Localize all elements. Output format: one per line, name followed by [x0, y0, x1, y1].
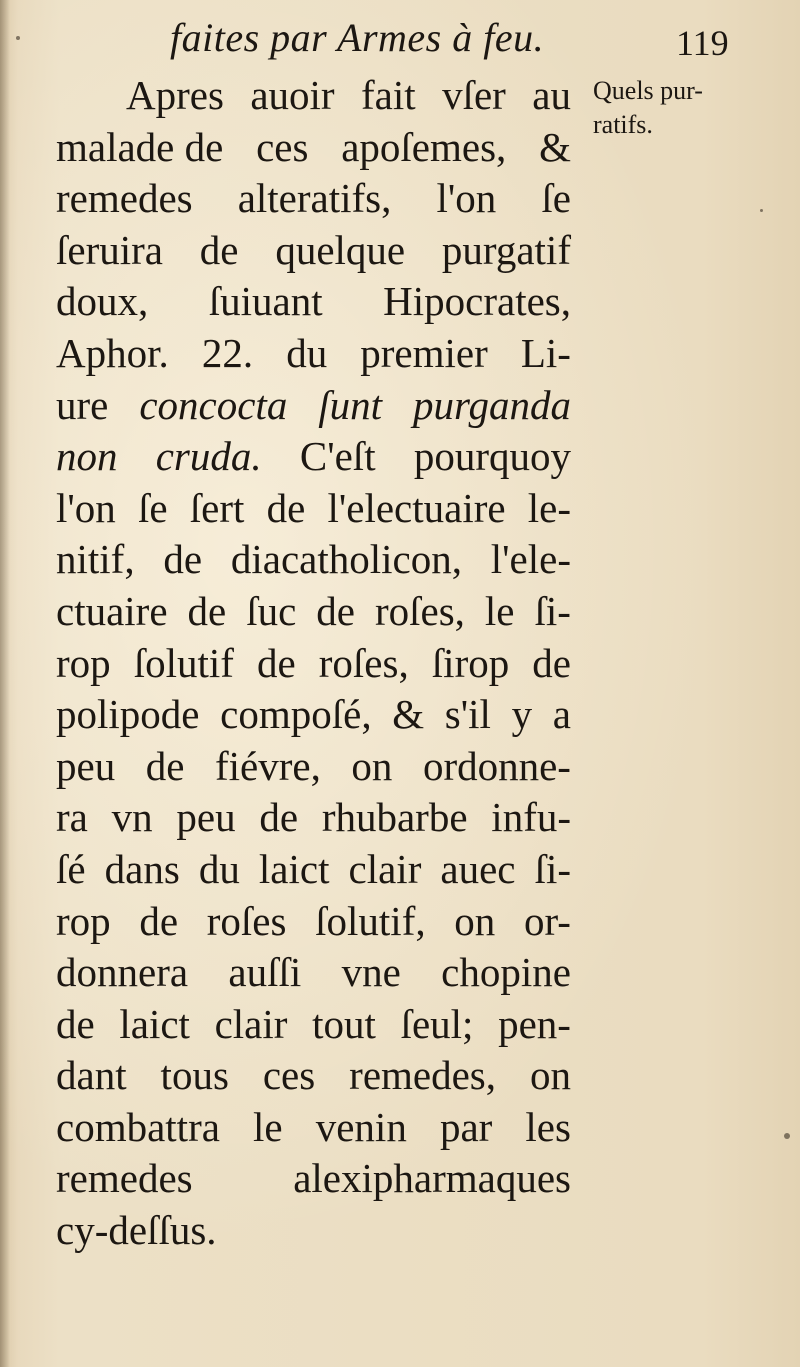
word: premier [360, 329, 488, 376]
word: les [525, 1103, 571, 1150]
word: roſes, [318, 639, 409, 686]
running-title: faites par Armes à feu. [170, 15, 545, 60]
word: diacatholicon, [230, 536, 462, 583]
word: combattra [56, 1103, 220, 1150]
word: auoir [250, 72, 335, 118]
word: rop [56, 639, 111, 686]
word: pen- [498, 1000, 571, 1047]
word: remedes [56, 1155, 193, 1202]
word: y [511, 691, 533, 738]
word: clair [214, 1000, 288, 1047]
margin-note-line: Quels pur- [593, 76, 703, 105]
word: de [163, 536, 203, 583]
word: alexipharmaques [293, 1155, 571, 1202]
word: tous [160, 1052, 229, 1099]
word: & [539, 123, 571, 170]
text-line [56, 947, 571, 999]
text-line [56, 1153, 571, 1205]
word: peu [56, 742, 116, 789]
page-gutter-shadow [0, 0, 10, 1367]
text-line [56, 999, 571, 1051]
word: & [392, 691, 425, 738]
text-line [56, 638, 571, 690]
text-line [56, 483, 571, 535]
text-line [56, 173, 571, 225]
word: dans [104, 845, 180, 892]
word: apoſemes, [341, 123, 507, 170]
word: ſe [541, 175, 571, 222]
word: de [316, 587, 355, 634]
word: remedes [56, 175, 193, 222]
word: du [286, 329, 328, 376]
text-line [56, 1102, 571, 1154]
word: rop [56, 897, 111, 944]
text-line [56, 844, 571, 896]
ink-speck [760, 209, 763, 212]
word: de [199, 226, 239, 273]
word: du [198, 845, 240, 892]
word: malade de [56, 123, 224, 170]
word: ſuc [246, 587, 297, 634]
word: par [439, 1103, 493, 1150]
word: ra [56, 794, 88, 841]
word: l'on [56, 484, 116, 531]
word: a [552, 691, 571, 738]
word: nitif, [56, 536, 135, 583]
word: or- [523, 897, 571, 944]
italic-word: ſunt [318, 381, 383, 428]
text-line [56, 276, 571, 328]
margin-note-line: ratifs. [593, 110, 653, 139]
word: on [529, 1052, 571, 1099]
word: ſolutif, [315, 897, 426, 944]
word: dant [56, 1052, 127, 1099]
text-line [56, 431, 571, 483]
word: peu [176, 794, 236, 841]
word: venin [315, 1103, 407, 1150]
word: laict [258, 845, 330, 892]
word: ſolutif [133, 639, 234, 686]
word: infu- [491, 794, 571, 841]
word: 22. [201, 329, 254, 376]
word: roſes [206, 897, 287, 944]
word: le [484, 587, 515, 634]
word: ure [56, 381, 109, 428]
italic-word: purganda [413, 381, 571, 428]
text-line [56, 328, 571, 380]
word: de [145, 742, 185, 789]
text-line [56, 689, 571, 741]
word: vne [341, 949, 401, 996]
word: ſert [189, 484, 245, 531]
word: de [187, 587, 227, 634]
word: l'electuaire [327, 484, 506, 531]
word: donnera [56, 949, 189, 996]
word: fiévre, [215, 742, 321, 789]
word: laict [119, 1000, 190, 1047]
word: de [139, 897, 179, 944]
italic-word: non [56, 433, 118, 480]
body-text [56, 70, 571, 1257]
word: ſirop [431, 639, 510, 686]
word: l'on [436, 175, 497, 222]
word: on [454, 897, 496, 944]
ink-speck [16, 36, 20, 40]
word: quelque [275, 226, 406, 273]
word: chopine [441, 949, 571, 996]
word: ſeul; [400, 1000, 474, 1047]
text-line [56, 380, 571, 432]
italic-word: cruda. [155, 433, 262, 480]
word: on [351, 742, 393, 789]
text-line [56, 1050, 571, 1102]
text-line [56, 741, 571, 793]
word: s'il [444, 691, 491, 738]
margin-note [593, 74, 773, 142]
word: ctuaire [56, 587, 168, 634]
page-number: 119 [676, 23, 729, 63]
ink-speck [784, 1133, 790, 1139]
text-line [56, 896, 571, 948]
word: le [253, 1103, 283, 1150]
word: cy-deſſus. [56, 1207, 217, 1254]
word: ſuiuant [208, 278, 323, 325]
word: de [56, 1000, 95, 1047]
word: auec [440, 845, 516, 892]
word: ſé [56, 845, 86, 892]
word: alteratifs, [237, 175, 392, 222]
word: ſi- [534, 845, 571, 892]
text-line [56, 586, 571, 638]
word: rhubarbe [321, 794, 468, 841]
word: le- [527, 484, 571, 531]
word: ces [262, 1052, 316, 1099]
text-line [56, 225, 571, 277]
word: remedes, [349, 1052, 497, 1099]
word: de [257, 639, 296, 686]
italic-word: concocta [139, 381, 288, 428]
text-line [56, 1205, 571, 1257]
word: Aphor. [56, 329, 169, 376]
word: ces [256, 123, 309, 170]
word: clair [348, 845, 422, 892]
word: ſe [137, 484, 168, 531]
word: ſi- [534, 587, 571, 634]
word: Li- [520, 329, 571, 376]
word: polipode [56, 691, 200, 738]
word: Hipocrates, [383, 278, 571, 325]
word: purgatif [441, 226, 571, 273]
word: vſer [442, 72, 506, 118]
text-line [56, 792, 571, 844]
word: pourquoy [413, 433, 571, 480]
word: l'ele- [490, 536, 571, 583]
word: doux, [56, 278, 149, 325]
text-line [56, 534, 571, 586]
word: ſeruira [56, 226, 163, 273]
word: C'eſt [299, 433, 376, 480]
word: auſſi [228, 949, 302, 996]
word: tout [312, 1000, 376, 1047]
word: de [532, 639, 571, 686]
word: vn [111, 794, 153, 841]
word: de [266, 484, 306, 531]
word: au [532, 72, 571, 118]
word: roſes, [374, 587, 465, 634]
word: fait [361, 72, 416, 118]
word: de [259, 794, 299, 841]
word: Apres [126, 72, 224, 118]
word: ordonne- [422, 742, 571, 789]
word: compoſé, [220, 691, 372, 738]
text-line [56, 70, 571, 122]
text-line [56, 122, 571, 174]
